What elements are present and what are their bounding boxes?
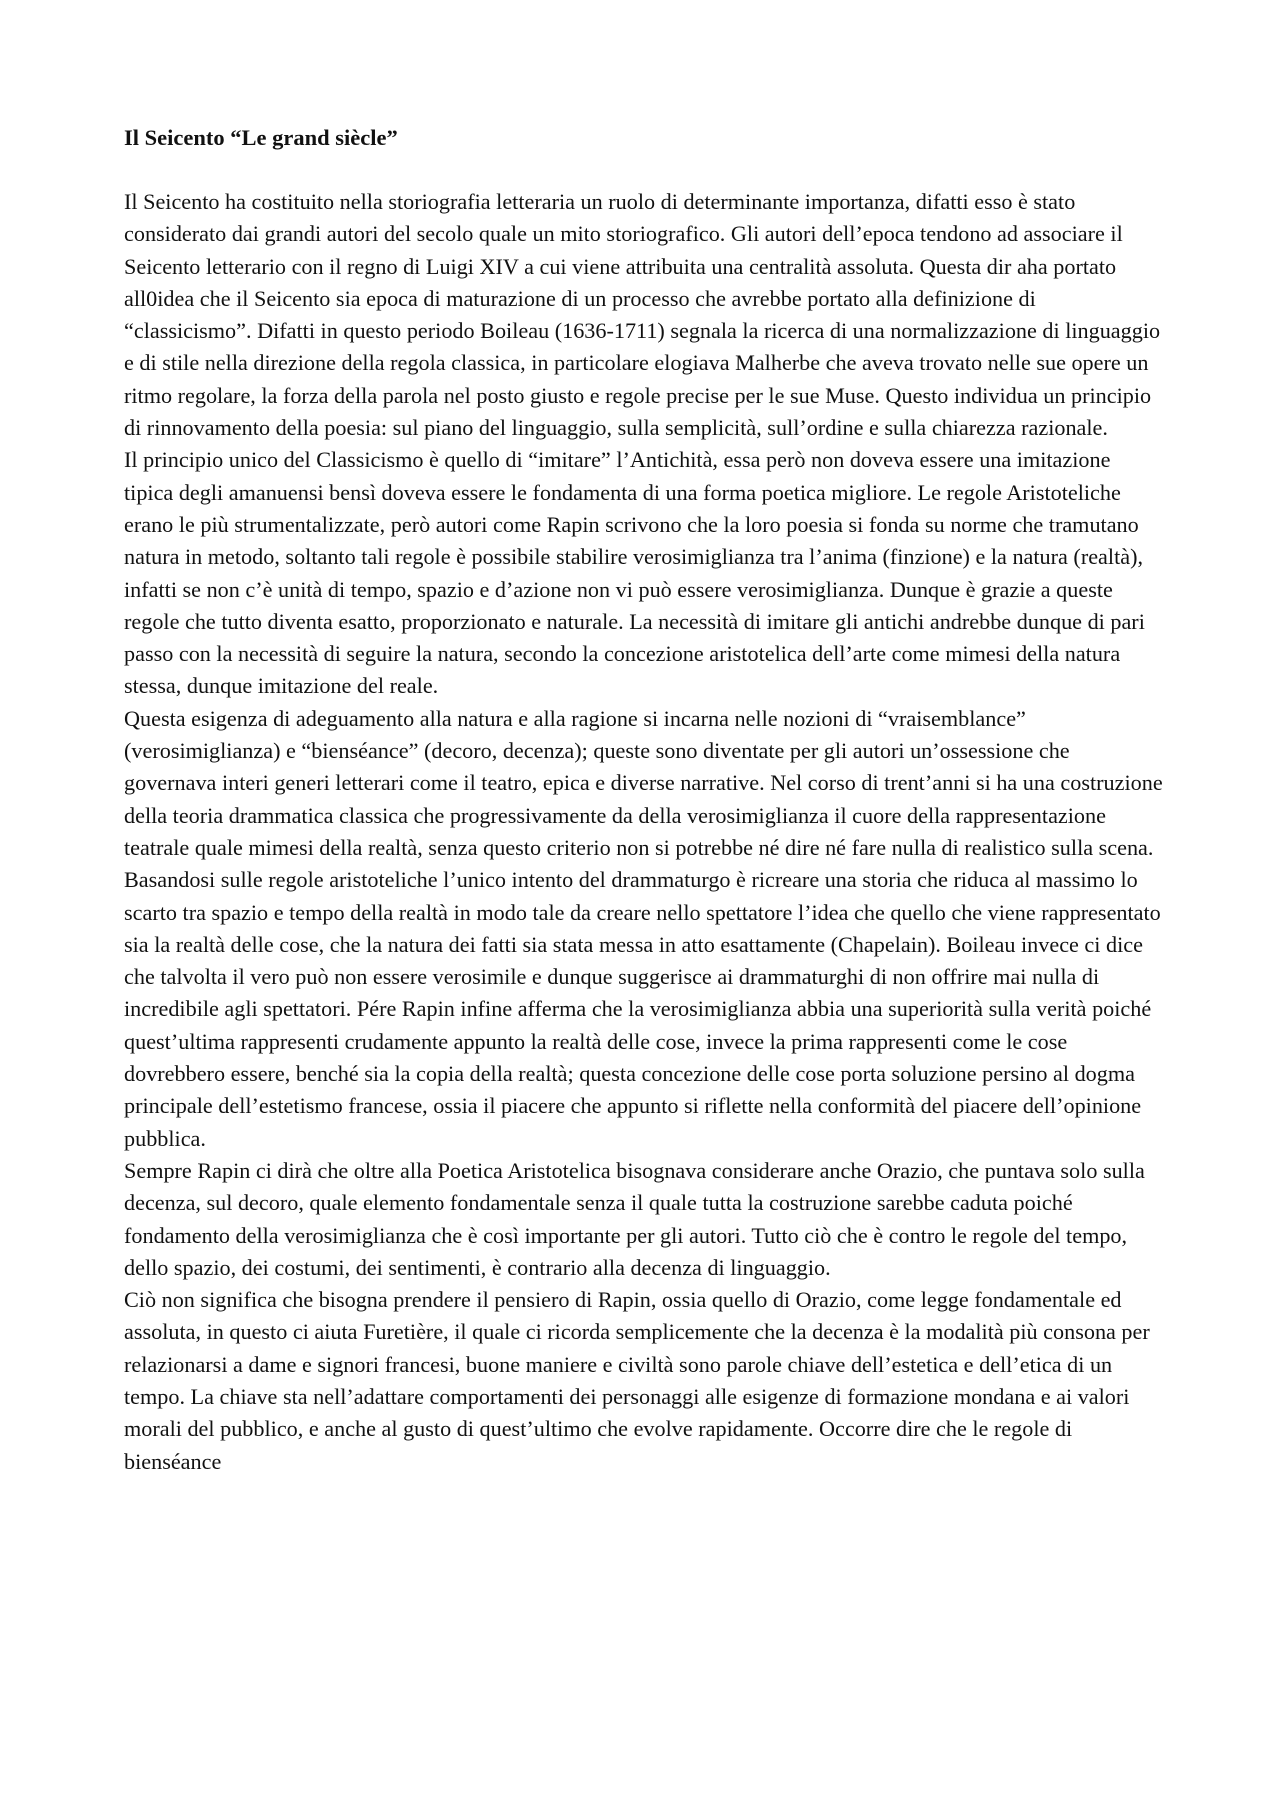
document-title: Il Seicento “Le grand siècle” <box>124 125 398 150</box>
paragraph-1: Il Seicento ha costituito nella storiografia letteraria un ruolo di determinante importanza, difatti esso è stato considerato dai grandi autori del secolo quale un mito storiografico. Gli autori dell’epoca tendono ad associare il Seicento letterario con il regno di Luigi XIV a cui viene attribuita una centralità assoluta. Questa dir aha portato all0idea che il Seicento sia epoca di maturazione di un processo che avrebbe portato alla definizione di “classicismo”. Difatti in questo periodo Boileau (1636-1711) segnala la ricerca di una normalizzazione di linguaggio e di stile nella direzione della regola classica, in particolare elogiava Malherbe che aveva trovato nelle sue opere un ritmo regolare, la forza della parola nel posto giusto e regole precise per le sue Muse. Questo individua un principio di rinnovamento della poesia: sul piano del linguaggio, sulla semplicità, sull’ordine e sulla chiarezza razionale. <box>124 189 1161 441</box>
paragraph-3: Questa esigenza di adeguamento alla natura e alla ragione si incarna nelle nozioni di “vraisemblance” (verosimiglianza) e “bienséance” (decoro, decenza); queste sono diventate per gli autori un’ossessione che governava interi generi letterari come il teatro, epica e diverse narrative. Nel corso di trent’anni si ha una costruzione della teoria drammatica classica che progressivamente da della verosimiglianza il cuore della rappresentazione teatrale quale mimesi della realtà, senza questo criterio non si potrebbe né dire né fare nulla di realistico sulla scena. Basandosi sulle regole aristoteliche l’unico intento del drammaturgo è ricreare una storia che riduca al massimo lo scarto tra spazio e tempo della realtà in modo tale da creare nello spettatore l’idea che quello che viene rappresentato sia la realtà delle cose, che la natura dei fatti sia stata messa in atto esattamente (Chapelain). Boileau invece ci dice che talvolta il vero può non essere verosimile e dunque suggerisce ai drammaturghi di non offrire mai nulla di incredibile agli spettatori. Pére Rapin infine afferma che la verosimiglianza abbia una superiorità sulla verità poiché quest’ultima rappresenti crudamente appunto la realtà delle cose, invece la prima rappresenti come le cose dovrebbero essere, benché sia la copia della realtà; questa concezione delle cose porta soluzione persino al dogma principale dell’estetismo francese, ossia il piacere che appunto si riflette nella conformità del piacere dell’opinione pubblica. <box>124 705 1163 1151</box>
paragraph-5: Ciò non significa che bisogna prendere il pensiero di Rapin, ossia quello di Orazio, come legge fondamentale ed assoluta, in questo ci aiuta Furetière, il quale ci ricorda semplicemente che la decenza è la modalità più consona per relazionarsi a dame e signori francesi, buone maniere e civiltà sono parole chiave dell’estetica e dell’etica di un tempo. La chiave sta nell’adattare comportamenti dei personaggi alle esigenze di formazione mondana e ai valori morali del pubblico, e anche al gusto di quest’ultimo che evolve rapidamente. Occorre dire che le regole di bienséance <box>124 1287 1150 1474</box>
paragraph-2: Il principio unico del Classicismo è quello di “imitare” l’Antichità, essa però non doveva essere una imitazione tipica degli amanuensi bensì doveva essere le fondamenta di una forma poetica migliore. Le regole Aristoteliche erano le più strumentalizzate, però autori come Rapin scrivono che la loro poesia si fonda su norme che tramutano natura in metodo, soltanto tali regole è possibile stabilire verosimiglianza tra l’anima (finzione) e la natura (realtà), infatti se non c’è unità di tempo, spazio e d’azione non vi può essere verosimiglianza. Dunque è grazie a queste regole che tutto diventa esatto, proporzionato e naturale. La necessità di imitare gli antichi andrebbe dunque di pari passo con la necessità di seguire la natura, secondo la concezione aristotelica dell’arte come mimesi della natura stessa, dunque imitazione del reale. <box>124 447 1145 699</box>
paragraph-4: Sempre Rapin ci dirà che oltre alla Poetica Aristotelica bisognava considerare anche Orazio, che puntava solo sulla decenza, sul decoro, quale elemento fondamentale senza il quale tutta la costruzione sarebbe caduta poiché fondamento della verosimiglianza che è così importante per gli autori. Tutto ciò che è contro le regole del tempo, dello spazio, dei costumi, dei sentimenti, è contrario alla decenza di linguaggio. <box>124 1157 1145 1280</box>
document-body <box>124 122 1164 1478</box>
